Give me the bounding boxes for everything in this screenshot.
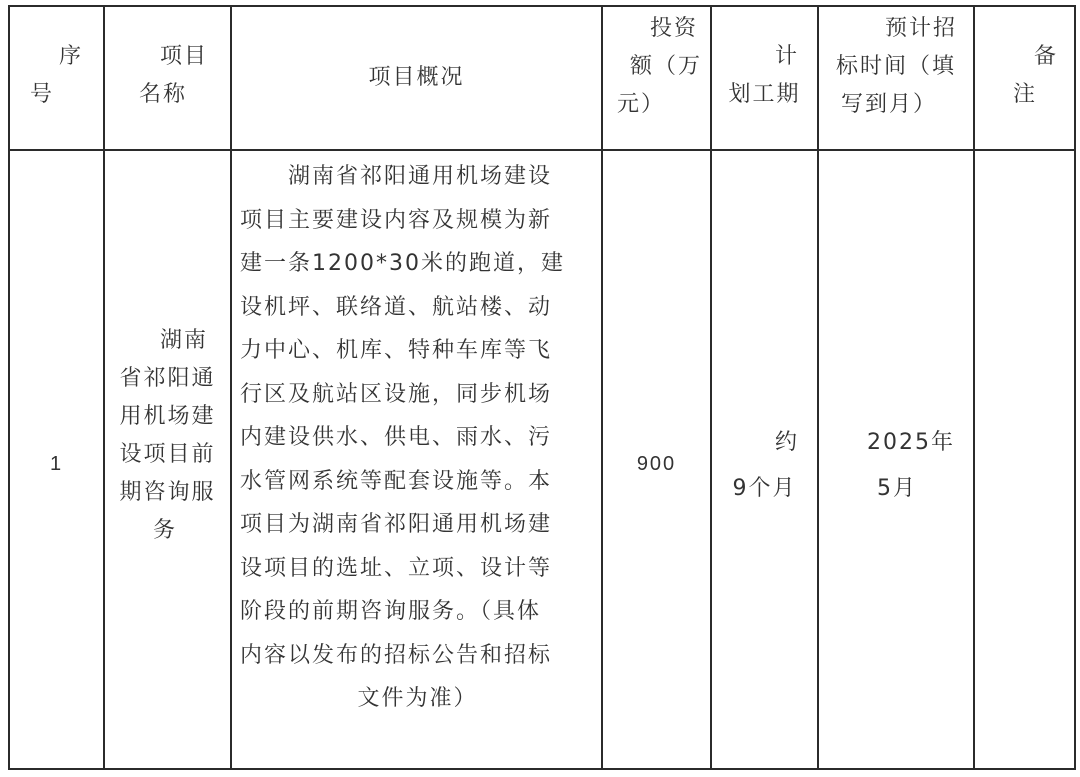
row-seq xyxy=(10,445,103,483)
row-investment-value: 900 xyxy=(636,453,677,475)
col-divider xyxy=(973,5,975,770)
row-investment xyxy=(603,445,710,483)
row-name-line: 设项目前 xyxy=(119,442,216,467)
overview-line: 阶段的前期咨询服务。（具体 xyxy=(240,599,542,624)
overview-line: 行区及航站区设施，同步机场 xyxy=(240,381,553,407)
header-investment xyxy=(603,10,710,124)
header-investment-line: 额（万 xyxy=(629,54,702,79)
header-tender-line: 预计招 xyxy=(884,16,957,41)
overview-line: 建一条1200*30米的跑道，建 xyxy=(240,251,565,276)
header-seq-line: 号 xyxy=(30,82,55,107)
header-duration xyxy=(712,38,817,114)
overview-line: 项目主要建设内容及规模为新 xyxy=(240,207,553,233)
row-tender-line: 5月 xyxy=(877,476,917,501)
row-name xyxy=(105,322,230,550)
header-duration-line: 计 xyxy=(774,44,799,69)
row-overview xyxy=(240,155,595,721)
row-tender-time xyxy=(819,420,973,512)
header-seq xyxy=(10,38,103,114)
table-border-bottom xyxy=(8,768,1076,770)
row-duration-line: 9个月 xyxy=(732,476,797,501)
row-duration xyxy=(712,420,817,512)
col-divider xyxy=(710,5,712,770)
col-divider xyxy=(230,5,232,770)
row-name-line: 湖南 xyxy=(159,328,208,353)
table-border-top xyxy=(8,5,1076,7)
header-tender-line: 标时间（填 xyxy=(835,54,956,79)
header-remarks-line: 备 xyxy=(1033,44,1058,69)
overview-line: 内建设供水、供电、雨水、污 xyxy=(240,425,553,450)
header-investment-line: 元） xyxy=(617,92,666,117)
overview-line: 文件为准） xyxy=(357,686,478,711)
header-name-line: 项目 xyxy=(159,44,208,69)
header-name xyxy=(105,38,230,114)
header-tender-line: 写到月） xyxy=(841,92,938,117)
col-divider xyxy=(8,5,10,770)
header-tender-time xyxy=(819,10,973,124)
header-investment-line: 投资 xyxy=(649,16,698,41)
row-name-line: 务 xyxy=(153,518,178,543)
header-remarks-line: 注 xyxy=(1013,82,1038,107)
row-seq-value: 1 xyxy=(49,453,64,475)
row-duration-line: 约 xyxy=(774,430,799,455)
header-remarks xyxy=(975,38,1074,114)
header-seq-line: 序 xyxy=(58,44,83,69)
overview-line: 设机坪、联络道、航站楼、动 xyxy=(240,294,553,320)
header-divider xyxy=(8,149,1076,151)
overview-line: 项目为湖南省祁阳通用机场建 xyxy=(240,512,553,537)
table-border-right xyxy=(1074,5,1076,770)
header-name-line: 名称 xyxy=(139,82,188,107)
row-name-line: 省祁阳通 xyxy=(119,366,216,391)
row-name-line: 期咨询服 xyxy=(119,480,216,505)
overview-line: 力中心、机库、特种车库等飞 xyxy=(240,338,553,363)
overview-line: 内容以发布的招标公告和招标 xyxy=(240,642,553,668)
overview-line: 湖南省祁阳通用机场建设 xyxy=(288,164,553,189)
row-name-line: 用机场建 xyxy=(119,404,216,429)
row-tender-line: 2025年 xyxy=(867,430,955,455)
overview-line: 水管网系统等配套设施等。本 xyxy=(240,468,553,494)
overview-line: 设项目的选址、立项、设计等 xyxy=(240,555,553,581)
header-duration-line: 划工期 xyxy=(728,82,801,107)
header-overview xyxy=(232,59,601,97)
header-overview-text: 项目概况 xyxy=(368,65,465,90)
